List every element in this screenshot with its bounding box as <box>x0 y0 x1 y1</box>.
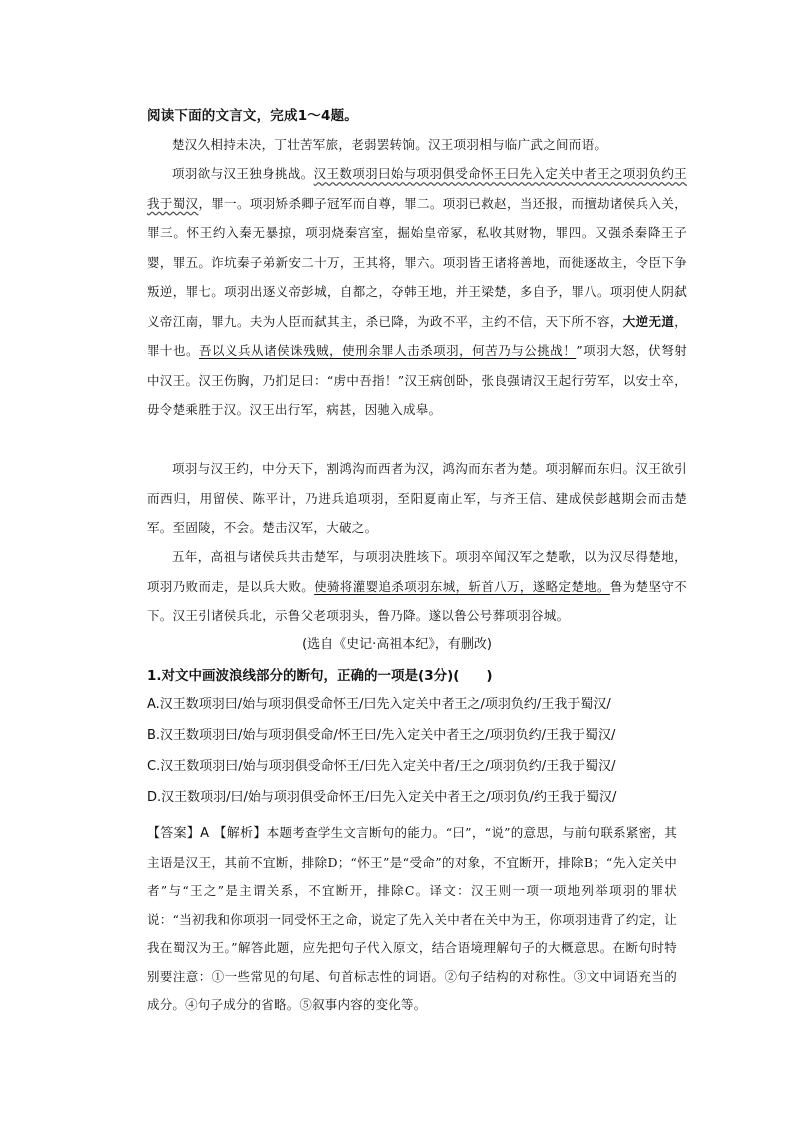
option-d: D.汉王数项羽/曰/始与项羽俱受命怀王/曰先入定关中者王之/项羽负/约王我于蜀汉/ <box>147 790 617 805</box>
passage-segment: 鲁为楚坚守不下。汉王引诸侯兵北，示鲁父老项羽头，鲁乃降。遂以鲁公号葬项羽谷城。 <box>147 578 687 623</box>
question-title: 1.对文中画波浪线部分的断句，正确的一项是(3分)( ) <box>147 668 493 684</box>
passage-paragraph-1 <box>147 130 687 160</box>
passage-segment: ，罪十也。 <box>147 313 687 358</box>
answer-label: 【答案】 <box>147 826 201 841</box>
passage-text: 项羽与汉王约，中分天下，割鸿沟而西者为汉，鸿沟而东者为楚。项羽解而东归。汉王欲引而西归，用留侯、陈平计，乃进兵追项羽，至阳夏南止军，与齐王信、建成侯彭越期会而击楚军。至固陵，不会。楚击汉军，大破之。 <box>147 461 687 535</box>
passage-text <box>147 159 687 425</box>
bold-segment: 大逆无道 <box>622 313 675 329</box>
passage-paragraph-4 <box>147 542 687 631</box>
passage-segment: 项羽欲与汉王独身挑战。 <box>172 166 314 181</box>
passage-text <box>147 542 687 631</box>
answer-text <box>147 819 677 1020</box>
option-b: B.汉王数项羽曰/始与项羽俱受命/怀王曰/先入定关中者王之/项羽负约/王我于蜀汉/ <box>147 728 616 743</box>
analysis-text: 本题考查学生文言断句的能力。“曰”，“说”的意思，与前句联系紧密，其主语是汉王，其前不宜断，排除D；“怀王”是“受命”的对象，不宜断开，排除B；“先入定关中者”与“王之”是主谓关系，不宜断开，排除C。译文：汉王则一项一项地列举项羽的罪状说：“当初我和你项羽一同受怀王之命，说定了先入关中者在关中为王，你项羽违背了约定，让我在蜀汉为王。”解答此题，应先把句子代入原文，结合语境理解句子的大概意思。在断句时特别要注意：①一些常见的句尾、句首标志性的词语。②句子结构的对称性。③文中词语充当的成分。④句子成分的省略。⑤叙事内容的变化等。 <box>147 825 677 1012</box>
underlined-segment: 使骑将灌婴追杀项羽东城，斩首八万，遂略定楚地。 <box>314 578 610 594</box>
underlined-segment: 吾以义兵从诸侯诛残贼，使刑余罪人击杀项羽，何苦乃与公挑战！ <box>199 343 577 358</box>
passage-paragraph-2 <box>147 159 687 425</box>
option-c: C.汉王数项羽曰/始与项羽俱受命怀王/曰先入定关中者/王之/项羽负约/王我于蜀汉/ <box>147 759 616 774</box>
passage-paragraph-3 <box>147 454 687 543</box>
passage-segment: ”项羽大怒，伏弩射中汉王。汉王伤胸，乃扪足曰：“虏中吾指！”汉王病创卧，张良强请汉王起行劳军，以安士卒，毋令楚乘胜于汉。汉王出行军，病甚，因驰入成皋。 <box>147 343 687 417</box>
source-citation: (选自《史记·高祖本纪》，有删改) <box>302 637 492 652</box>
analysis-label: 【解析】 <box>213 826 267 841</box>
option-list <box>147 693 707 817</box>
passage-segment: ，罪一。项羽矫杀卿子冠军而自尊，罪二。项羽已救赵，当还报，而擅劫诸侯兵入关，罪三。怀王约入秦无暴掠，项羽烧秦宫室，掘始皇帝冢，私收其财物，罪四。又强杀秦降王子婴，罪五。诈坑秦子弟新安二十万，王其将，罪六。项羽皆王诸将善地，而徙逐故主，令臣下争叛逆，罪七。项羽出逐义帝彭城，自都之，夺韩王地，并王梁楚，多自予，罪八。项羽使人阴弑义帝江南，罪九。夫为人臣而弑其主，杀已降，为政不平，主约不信，天下所不容， <box>147 195 687 329</box>
instruction-heading: 阅读下面的文言文，完成1～4题。 <box>147 108 358 124</box>
wavy-underlined-segment: 汉王数项羽曰始与项羽俱受命怀王曰先入定关中者王之项羽负约王我于蜀汉 <box>147 166 687 211</box>
answer-choice: A <box>200 826 210 841</box>
option-a: A.汉王数项羽曰/始与项羽俱受命怀王/曰先入定关中者王之/项羽负约/王我于蜀汉/ <box>147 697 611 712</box>
passage-segment: 五年，高祖与诸侯兵共击楚军，与项羽决胜垓下。项羽卒闻汉军之楚歌，以为汉尽得楚地，项羽乃败而走，是以兵大败。 <box>147 549 687 594</box>
answer-block <box>147 819 677 1020</box>
passage-text: 楚汉久相持未决，丁壮苦军旅，老弱罢转饷。汉王项羽相与临广武之间而语。 <box>172 137 608 152</box>
